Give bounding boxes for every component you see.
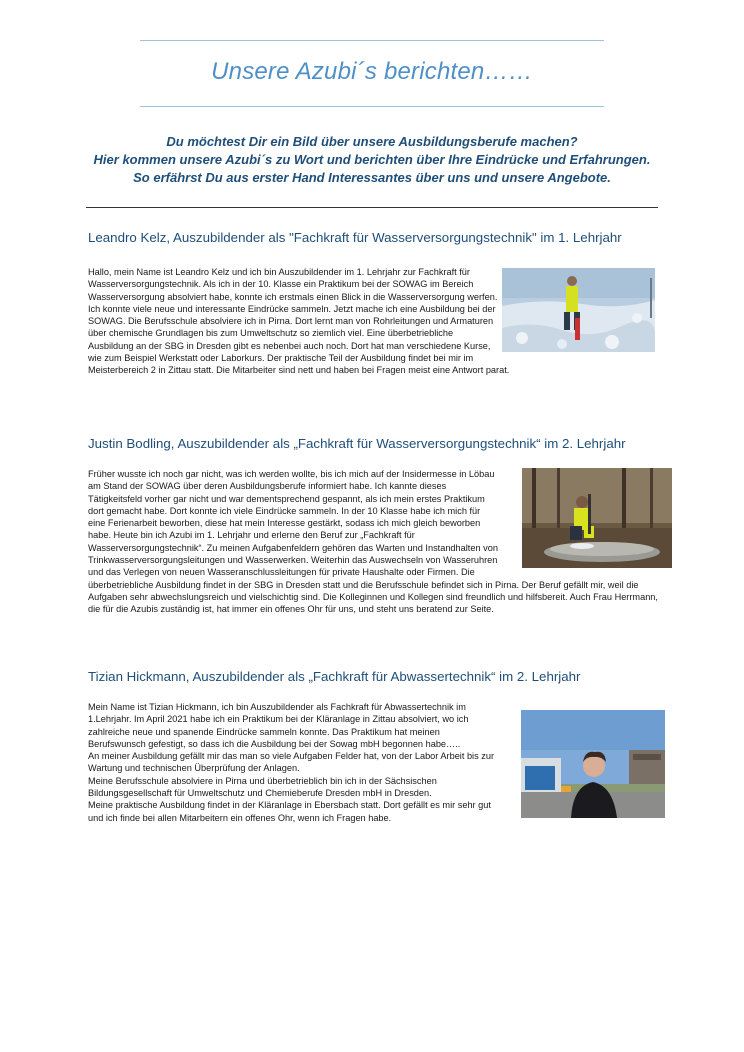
section-paragraph: Meine Berufsschule absolviere in Pirna und überbetrieblich bin ich in der Sächsischen Bildungsgesellschaft für Umweltschutz und Chemieberufe Dresden mbH in Dresden. (88, 775, 437, 799)
section-paragraph: Früher wusste ich noch gar nicht, was ich werden wollte, bis ich mich auf der Insidermesse in Löbau am Stand der SOWAG über deren Ausbildungsberufe informiert habe. Ich kannte dieses Tätigkeitsfeld vorher gar nicht und war dementsprechend gespannt, als ich mein erstes Praktikum dort gemacht habe. Dort konnte ich viele Eindrücke sammeln. In der 10 Klasse habe ich mich für eine Ferienarbeit beworben, diese hat mein Interesse gestärkt, sodass ich mich gleich beworben habe. Heute bin ich Azubi im 1. Lehrjahr und erlerne den Beruf zur „Fachkraft für Wasserversorgungstechnik“. Zu meinen Aufgabenfeldern gehören das Warten und Instandhalten von Trinkwasserversorgungsleitungen und Wasserwerken. Weiterhin das Auswechseln von Wasseruhren und das Verlegen von neuen Wasseranschlussleitungen für private Haushalte oder Firmen. Die überbetriebliche Ausbildung findet in der SBG in Dresden statt und die Berufsschule befindet sich in Pirna. Der Beruf gefällt mir, weil die Aufgaben sehr abwechslungsreich und vielschichtig sind. Die Kolleginnen und Kollegen sind freundlich und hilfsbereit. Auch Frau Herrmann, die für die Azubis zuständig ist, hat immer ein offenes Ohr für uns, und steht uns beratend zur Seite. (88, 469, 658, 615)
section-paragraph: Meine praktische Ausbildung findet in der Kläranlage in Ebersbach statt. Dort gefällt es mir sehr gut und ich finde bei allen Mitarbeitern ein offenes Ohr, wenn ich Fragen habe. (88, 800, 491, 823)
section-paragraph: Hallo, mein Name ist Leandro Kelz und ich bin Auszubildender im 1. Lehrjahr zur Fachkraft für Wasserversorgungstechnik. Als ich in der 10. Klasse ein Praktikum bei der SOWAG im Bereich Wasserversorgung absolviert habe, konnte ich erstmals einen Blick in die Wasserversorgung werfen. Ich konnte viele neue und interessante Eindrücke sammeln. Jetzt mache ich eine Ausbildung bei der SOWAG. Die Berufsschule absolviere ich in Pirna. Dort lernt man von Rohrleitungen und Armaturen über chemische Grundlagen bis zum Umweltschutz so ziemlich viel. Eine überbetriebliche Ausbildung an der SBG in Dresden gibt es nebenbei auch noch. Dort hat man verschiedene Kurse, wie zum Beispiel Werkstatt oder Laborkurs. Der praktische Teil der Ausbildung findet bei mir im Meisterbereich 2 in Zittau statt. Die Mitarbeiter sind nett und haben bei Fragen meist eine Antwort parat. (88, 267, 510, 376)
section-text-leandro (88, 266, 658, 377)
section-heading-leandro: Leandro Kelz, Auszubildender als "Fachkraft für Wasserversorgungstechnik" im 1. Lehrjahr (88, 230, 622, 245)
page-title: Unsere Azubi´s berichten…… (211, 58, 533, 85)
section-heading-tizian: Tizian Hickmann, Auszubildender als „Fachkraft für Abwassertechnik“ im 2. Lehrjahr (88, 669, 581, 684)
section-heading-justin: Justin Bodling, Auszubildender als „Fachkraft für Wasserversorgungstechnik“ im 2. Lehrjahr (88, 436, 626, 451)
intro-text (60, 133, 684, 187)
title-rule-bottom (140, 106, 604, 107)
section-paragraph: An meiner Ausbildung gefällt mir das man so viele Aufgaben Felder hat, von der Labor Arbeit bis zur Wartung und technischen Überprüfung der Anlagen. (88, 751, 495, 774)
photo-float-spacer (500, 468, 658, 568)
section-text-justin (88, 468, 658, 616)
photo-float-spacer (500, 701, 658, 809)
photo-float-spacer (498, 266, 658, 356)
title-rule-top (140, 40, 604, 41)
intro-line: Hier kommen unsere Azubi´s zu Wort und berichten über Ihre Eindrücke und Erfahrungen. (93, 152, 651, 167)
section-divider (86, 207, 658, 208)
section-paragraph: Mein Name ist Tizian Hickmann, ich bin Auszubildender als Fachkraft für Abwassertechnik im 1.Lehrjahr. Im April 2021 habe ich ein Praktikum bei der Kläranlage in Zittau absolviert, wo ich zahlreiche neue und spanende Eindrücke sammeln konnte. Das Praktikum hat meinen Berufswunsch gefestigt, so dass ich die Ausbildung bei der Sowag mbH begonnen habe….. (88, 702, 469, 749)
section-text-tizian (88, 701, 658, 824)
intro-line: Du möchtest Dir ein Bild über unsere Ausbildungsberufe machen? (166, 134, 578, 149)
intro-line: So erfährst Du aus erster Hand Interessantes über uns und unsere Angebote. (133, 170, 611, 185)
